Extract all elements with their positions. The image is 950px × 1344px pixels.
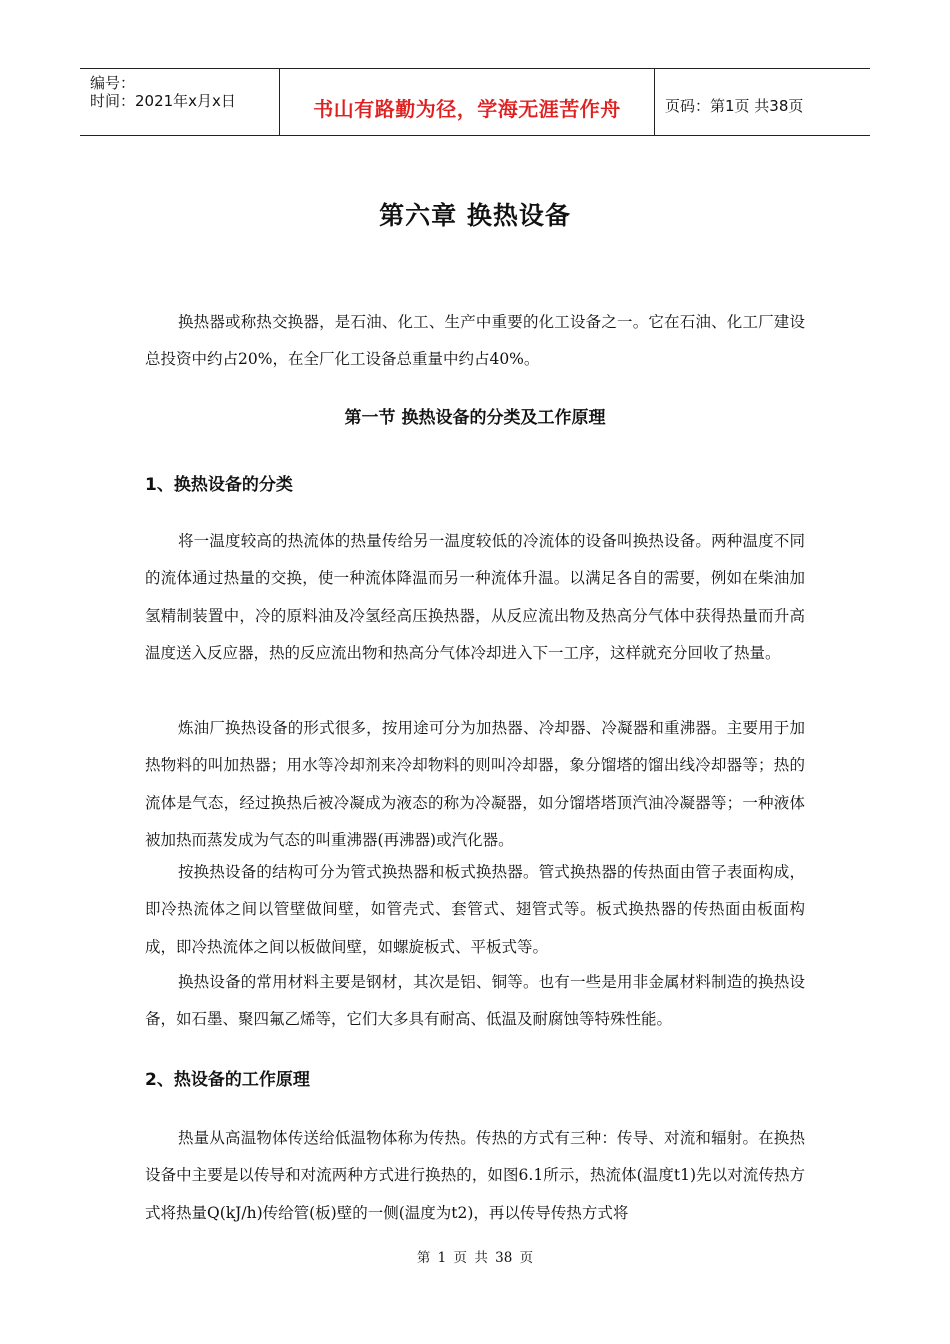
paragraph-5: 热量从高温物体传送给低温物体称为传热。传热的方式有三种：传导、对流和辐射。在换热设备中主要是以传导和对流两种方式进行换热的，如图6.1所示，热流体(温度t1)先以对流传热方式将热量Q(kJ/h)传给管(板)壁的一侧(温度为t2)，再以传导传热方式将 <box>145 1129 805 1222</box>
subsection-heading-2: 2、热设备的工作原理 <box>145 1070 310 1090</box>
paragraph-4: 换热设备的常用材料主要是钢材，其次是铝、铜等。也有一些是用非金属材料制造的换热设备，如石墨、聚四氟乙烯等，它们大多具有耐高、低温及耐腐蚀等特殊性能。 <box>145 973 805 1029</box>
page-footer: 第 1 页 共 38 页 <box>416 1250 534 1266</box>
paragraph-1: 将一温度较高的热流体的热量传给另一温度较低的冷流体的设备叫换热设备。两种温度不同的流体通过热量的交换，使一种流体降温而另一种流体升温。以满足各自的需要，例如在柴油加氢精制装置中，冷的原料油及冷氢经高压换热器，从反应流出物及热高分气体中获得热量而升高温度送入反应器，热的反应流出物和热高分气体冷却进入下一工序，这样就充分回收了热量。 <box>145 532 805 663</box>
header-info-cell <box>80 69 280 135</box>
subsection-heading-1: 1、换热设备的分类 <box>145 475 293 495</box>
page-header <box>80 68 870 136</box>
header-motto-cell <box>280 69 655 135</box>
paragraph-3: 按换热设备的结构可分为管式换热器和板式换热器。管式换热器的传热面由管子表面构成，即冷热流体之间以管壁做间壁，如管壳式、套管式、翅管式等。板式换热器的传热面由板面构成，即冷热流体之间以板做间壁，如螺旋板式、平板式等。 <box>145 863 805 956</box>
chapter-title: 第六章 换热设备 <box>379 201 571 230</box>
motto-text: 书山有路勤为径，学海无涯苦作舟 <box>313 97 621 121</box>
intro-paragraph: 换热器或称热交换器，是石油、化工、生产中重要的化工设备之一。它在石油、化工厂建设总投资中约占20%，在全厂化工设备总重量中约占40%。 <box>145 313 805 369</box>
page-info: 页码：第1页 共38页 <box>665 97 804 115</box>
date-label: 时间：2021年x月x日 <box>90 92 236 110</box>
paragraph-2: 炼油厂换热设备的形式很多，按用途可分为加热器、冷却器、冷凝器和重沸器。主要用于加热物料的叫加热器；用水等冷却剂来冷却物料的则叫冷却器，象分馏塔的馏出线冷却器等；热的流体是气态，经过换热后被冷凝成为液态的称为冷凝器，如分馏塔塔顶汽油冷凝器等；一种液体被加热而蒸发成为气态的叫重沸器(再沸器)或汽化器。 <box>145 719 805 850</box>
header-page-cell <box>655 69 870 135</box>
section-title: 第一节 换热设备的分类及工作原理 <box>344 408 606 428</box>
number-label: 编号： <box>90 74 136 92</box>
